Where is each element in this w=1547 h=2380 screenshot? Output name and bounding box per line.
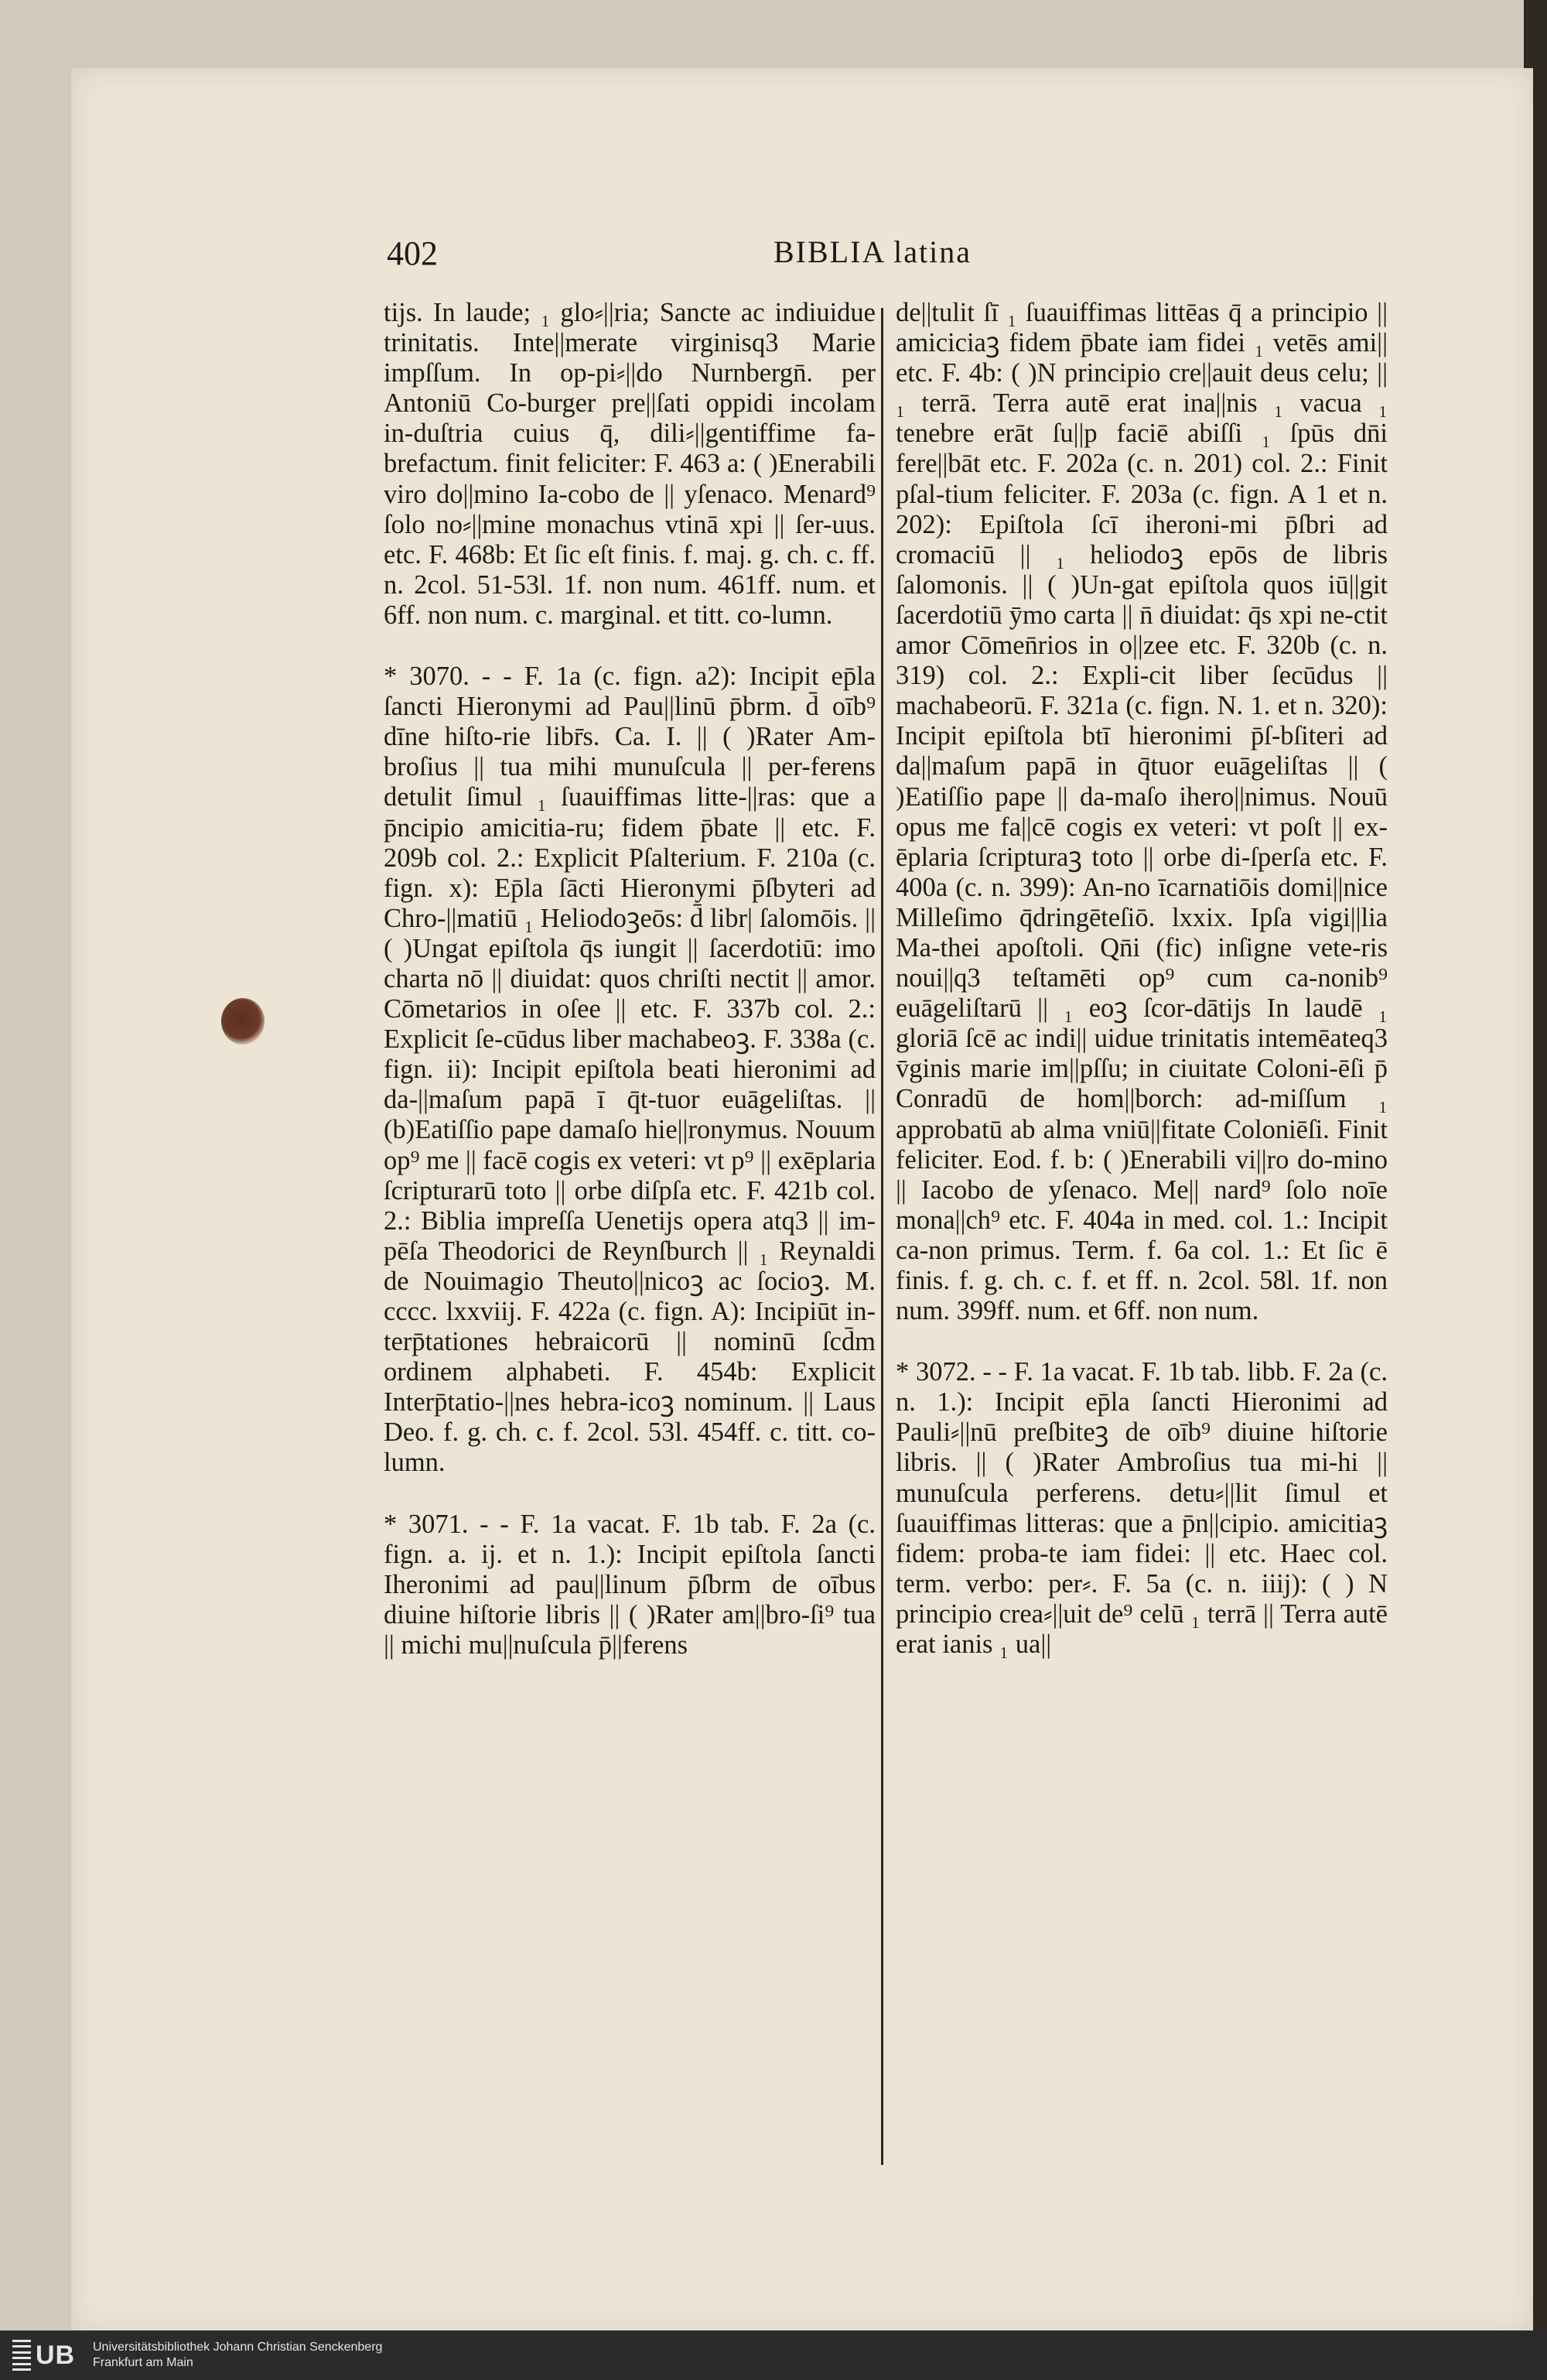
right-paragraph-2: * 3072. - - F. 1a vacat. F. 1b tab. libb. F. 2a (c. n. 1.): Incipit ep̄la ſancti Hieronimi ad Pauli⸗||nū preſbiteꝫ de oīb⁹ diuine hiſtorie libris. || ( )Rater Ambroſius tua mi-hi || munuſcula perferens. detu⸗||lit ſimul et ſuauiffimas litteras: que a p̄n||cipio. amicitiaꝫ fidem: proba-te iam fidei: || etc. Haec col. term. verbo: per⸗. F. 5a (c. n. iiij): ( ) N principio crea⸗||uit de⁹ celū ₁ terrā || Terra autē erat ianis ₁ ua|| [896,1357,1388,1660]
right-column [896,298,1388,1660]
library-footer [0,2330,1547,2380]
page-number: 402 [387,234,438,272]
library-name-line-1: Universitätsbibliothek Johann Christian Senckenberg [93,2341,383,2354]
page-header [387,234,1385,280]
column-rule [881,308,883,2165]
library-name [93,2340,382,2371]
left-paragraph-2: * 3070. - - F. 1a (c. fign. a2): Incipit ep̄la ſancti Hieronymi ad Pau||linū p̄brm. d̄ oīb⁹ dīne hiſto-rie libr̄s. Ca. I. || ( )Rater Am-broſius || tua mihi munuſcula || per-ferens detulit ſimul ₁ ſuauiffimas litte-||ras: que a p̄ncipio amicitia-ru; fidem p̄bate || etc. F. 209b col. 2.: Explicit Pſalterium. F. 210a (c. fign. x): Ep̄la ſācti Hieronymi p̄ſbyteri ad Chro-||matiū ₁ Heliodoꝫeōs: d̄ libr| ſalomōis. || ( )Ungat epiſtola q̄s iungit || ſacerdotiū: imo charta nō || diuidat: quos chriſti nectit || amor. Cōmetarios in oſee || etc. F. 337b col. 2.: Explicit ſe-cūdus liber machabeoꝫ. F. 338a (c. fign. ii): Incipit epiſtola beati hieronimi ad da-||maſum papā ī q̄t-tuor euāgeliſtas. || (b)Eatiſſio pape damaſo hie||ronymus. Nouum op⁹ me || facē cogis ex veteri: vt p⁹ || exēplaria ſcripturarū toto || orbe diſpſa etc. F. 421b col. 2.: Biblia impreſſa Uenetijs opera atq3 || im-pēſa Theodorici de Reynſburch || ₁ Reynaldi de Nouimagio Theuto||nicoꝫ ac ſocioꝫ. M. cccc. lxxviij. F. 422a (c. fign. A): Incipiūt in-terp̄tationes hebraicorū || nominū ſcd̄m ordinem alphabeti. F. 454b: Explicit Interp̄tatio-||nes hebra-icoꝫ nominum. || Laus Deo. f. g. ch. c. f. 2col. 53l. 454ff. c. titt. co-lumn. [384,662,876,1478]
ub-logo-bars-icon [12,2340,31,2371]
ub-logo-text: UB [36,2340,76,2370]
ink-stain [221,998,265,1045]
left-paragraph-1: tijs. In laude; ₁ glo⸗||ria; Sancte ac indiuidue trinitatis. Inte||merate virginisq3 Marie impſſum. In op-pi⸗||do Nurnbergn̄. per Antoniū Co-burger pre||ſati oppidi incolam in-duſtria cuius q̄, dili⸗||gentiffime fa-brefactum. finit feliciter: F. 463 a: ( )Enerabili viro do||mino Ia-cobo de || yſenaco. Menard⁹ ſolo no⸗||mine monachus vtinā xpi || ſer-uus. etc. F. 468b: Et ſic eſt finis. f. maj. g. ch. c. ff. n. 2col. 51-53l. 1f. non num. 461ff. num. et 6ff. non num. c. marginal. et titt. co-lumn. [384,298,876,630]
ub-logo [12,2338,84,2372]
running-head: BIBLIA latina [774,234,972,269]
library-name-line-2: Frankfurt am Main [93,2356,193,2369]
left-paragraph-3: * 3071. - - F. 1a vacat. F. 1b tab. F. 2a (c. fign. a. ij. et n. 1.): Incipit epiſtola ſancti Iheronimi ad pau||linum p̄ſbrm de oībus diuine hiſtorie libris || ( )Rater am||bro-ſi⁹ tua || michi mu||nuſcula p̄||ferens [384,1509,876,1660]
right-paragraph-1: de||tulit ſī ₁ ſuauiffimas littēas q̄ a principio || amiciciaꝫ fidem p̄bate iam fidei ₁ vetēs ami|| etc. F. 4b: ( )N principio cre||auit deus celu; || ₁ terrā. Terra autē erat ina||nis ₁ vacua ₁ tenebre erāt ſu||p faciē abiſſi ₁ ſpūs dn̄i fere||bāt etc. F. 202a (c. n. 201) col. 2.: Finit pſal-tium feliciter. F. 203a (c. fign. A 1 et n. 202): Epiſtola ſcī iheroni-mi p̄ſbri ad cromaciū || ₁ heliodoꝫ epōs de libris ſalomonis. || ( )Un-gat epiſtola quos iū||git ſacerdotiū ȳmo carta || n̄ diuidat: q̄s xpi ne-ctit amor Cōmen̄rios in o||zee etc. F. 320b (c. n. 319) col. 2.: Expli-cit liber ſecūdus || machabeorū. F. 321a (c. fign. N. 1. et n. 320): Incipit epiſtola btī hieronimi p̄ſ-bſiteri ad da||maſum papā in q̄tuor euāgeliſtas || ( )Eatiſſio pape || da-maſo ihero||nimus. Nouū opus me fa||cē cogis ex veteri: vt poſt || ex-ēplaria ſcripturaꝫ toto || orbe di-ſperſa etc. F. 400a (c. n. 399): An-no īcarnatiōis domi||nice Milleſimo q̄dringēteſiō. lxxix. Ipſa vigi||lia Ma-thei apoſtoli. Qn̄i (fic) inſigne vete-ris noui||q3 teſtamēti op⁹ cum ca-nonib⁹ euāgeliſtarū || ₁ eoꝫ ſcor-dātijs In laudē ₁ gloriā ſcē ac indi|| uidue trinitatis intemēateq3 v̄ginis marie im||pſſu; in ciuitate Coloni-ēſi p̄ Conradū de hom||borch: ad-miſſum ₁ approbatū ab alma vniū||fitate Coloniēſi. Finit feliciter. Eod. f. b: ( )Enerabili vi||ro do-mino || Iacobo de yſenaco. Me|| nard⁹ ſolo noīe mona||ch⁹ etc. F. 404a in med. col. 1.: Incipit ca-non primus. Term. f. 6a col. 1.: Et ſic ē finis. f. g. ch. c. f. et ff. n. 2col. 58l. 1f. non num. 399ff. num. et 6ff. non num. [896,298,1388,1326]
left-column [384,298,876,1660]
